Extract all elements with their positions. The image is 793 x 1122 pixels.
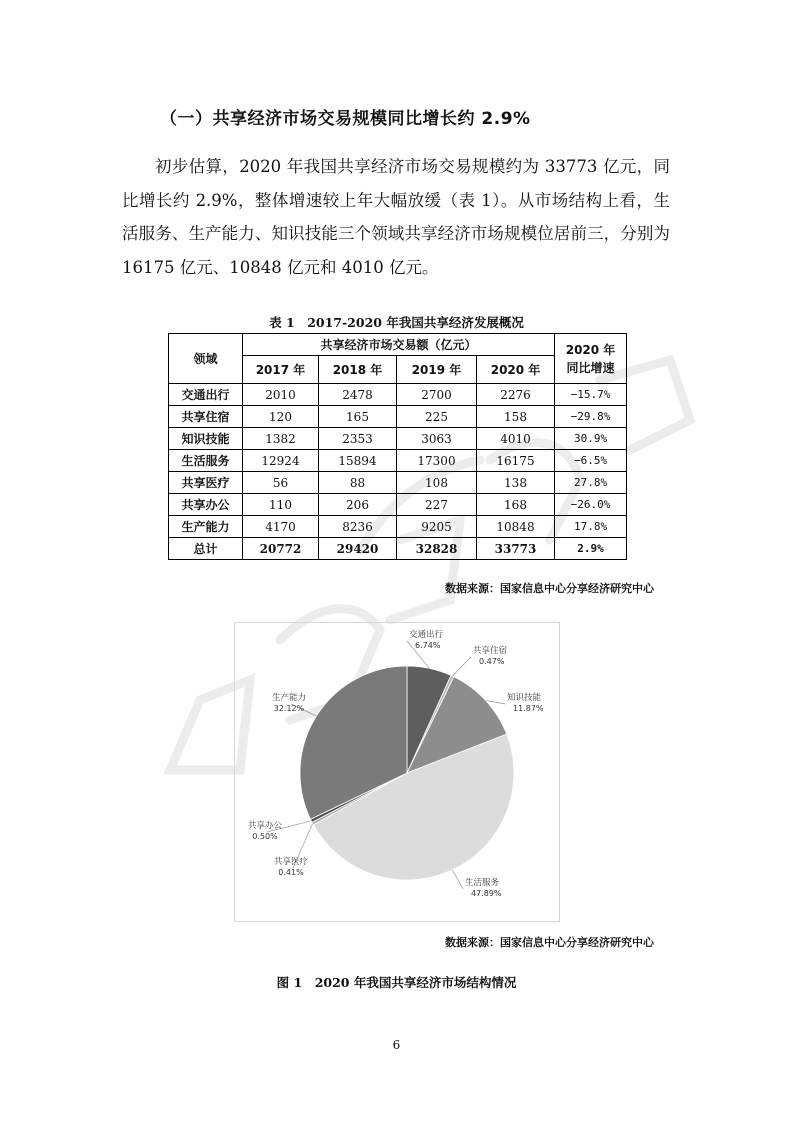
pie-label-name-1: 共享住宿 [473, 646, 508, 656]
cell-2019: 2700 [397, 384, 477, 406]
cell-2020: 33773 [477, 538, 555, 560]
cell-2019: 9205 [397, 516, 477, 538]
cell-2019: 3063 [397, 428, 477, 450]
header-year-2019: 2019 年 [397, 356, 477, 384]
pie-label-value-1: 0.47% [479, 657, 505, 666]
header-domain: 领域 [169, 334, 243, 384]
cell-2019: 17300 [397, 450, 477, 472]
cell-2017: 12924 [243, 450, 319, 472]
cell-growth: −26.0% [555, 494, 627, 516]
cell-2018: 165 [319, 406, 397, 428]
cell-2020: 168 [477, 494, 555, 516]
cell-2020: 4010 [477, 428, 555, 450]
cell-growth: 17.8% [555, 516, 627, 538]
page-number: 6 [392, 1038, 401, 1052]
row-label: 共享办公 [169, 494, 243, 516]
header-growth-line1: 2020 年 [565, 342, 616, 357]
table-row [169, 450, 627, 472]
row-label: 生活服务 [169, 450, 243, 472]
cell-2020: 158 [477, 406, 555, 428]
cell-2017: 56 [243, 472, 319, 494]
cell-2017: 120 [243, 406, 319, 428]
cell-2017: 110 [243, 494, 319, 516]
cell-2020: 10848 [477, 516, 555, 538]
cell-2017: 2010 [243, 384, 319, 406]
cell-2018: 206 [319, 494, 397, 516]
header-group: 共享经济市场交易额（亿元） [243, 334, 555, 356]
pie-label-value-4: 0.41% [278, 868, 304, 877]
pie-label-name-2: 知识技能 [507, 693, 542, 703]
pie-label-name-3: 生活服务 [465, 878, 500, 888]
pie-label-name-5: 共享办公 [247, 821, 283, 831]
pie-label-value-5: 0.50% [252, 832, 278, 841]
cell-2018: 8236 [319, 516, 397, 538]
pie-leader-line-1 [452, 657, 471, 676]
table-row [169, 516, 627, 538]
cell-2018: 15894 [319, 450, 397, 472]
row-label: 交通出行 [169, 384, 243, 406]
figure-caption: 图 1 2020 年我国共享经济市场结构情况 [276, 975, 517, 990]
row-label: 共享住宿 [169, 406, 243, 428]
cell-2018: 29420 [319, 538, 397, 560]
header-year-2018: 2018 年 [319, 356, 397, 384]
header-year-2020: 2020 年 [477, 356, 555, 384]
cell-2018: 2478 [319, 384, 397, 406]
row-label: 生产能力 [169, 516, 243, 538]
table-source-note: 数据来源：国家信息中心分享经济研究中心 [445, 582, 654, 595]
cell-2019: 108 [397, 472, 477, 494]
pie-chart [235, 623, 559, 921]
pie-label-name-6: 生产能力 [271, 693, 307, 703]
header-growth [555, 334, 627, 384]
cell-growth: 27.8% [555, 472, 627, 494]
cell-growth: −29.8% [555, 406, 627, 428]
cell-2018: 2353 [319, 428, 397, 450]
header-growth-line2: 同比增速 [566, 360, 615, 375]
cell-2017: 20772 [243, 538, 319, 560]
table-total-row [169, 538, 627, 560]
cell-2020: 138 [477, 472, 555, 494]
pie-label-value-2: 11.87% [513, 704, 544, 713]
cell-2019: 227 [397, 494, 477, 516]
chart-source-note: 数据来源：国家信息中心分享经济研究中心 [445, 936, 654, 949]
cell-2019: 225 [397, 406, 477, 428]
cell-growth: −6.5% [555, 450, 627, 472]
row-label: 共享医疗 [169, 472, 243, 494]
pie-label-value-0: 6.74% [415, 641, 441, 650]
cell-2017: 4170 [243, 516, 319, 538]
pie-label-name-0: 交通出行 [409, 630, 444, 640]
table-row [169, 384, 627, 406]
pie-chart-frame [234, 622, 560, 922]
cell-2017: 1382 [243, 428, 319, 450]
cell-growth: −15.7% [555, 384, 627, 406]
body-paragraph: 初步估算，2020 年我国共享经济市场交易规模约为 33773 亿元，同比增长约 2.9%，整体增速较上年大幅放缓（表 1）。从市场结构上看，生活服务、生产能力、知识技能三个领域共享经济市场规模位居前三，分别为 16175 亿元、10848 亿元和 4010 亿元。 [122, 157, 670, 277]
table-caption: 表 1 2017-2020 年我国共享经济发展概况 [269, 315, 524, 330]
table-row [169, 406, 627, 428]
cell-growth: 2.9% [555, 538, 627, 560]
data-table [168, 333, 627, 560]
cell-2020: 16175 [477, 450, 555, 472]
cell-2018: 88 [319, 472, 397, 494]
table-row [169, 428, 627, 450]
row-label: 总计 [169, 538, 243, 560]
cell-2019: 32828 [397, 538, 477, 560]
section-heading: （一）共享经济市场交易规模同比增长约 2.9% [160, 109, 531, 129]
row-label: 知识技能 [169, 428, 243, 450]
pie-leader-line-3 [452, 870, 463, 889]
table-row [169, 472, 627, 494]
table-row [169, 494, 627, 516]
cell-growth: 30.9% [555, 428, 627, 450]
header-year-2017: 2017 年 [243, 356, 319, 384]
pie-label-value-6: 32.12% [273, 704, 305, 713]
pie-label-name-4: 共享医疗 [273, 857, 309, 867]
cell-2020: 2276 [477, 384, 555, 406]
pie-label-value-3: 47.89% [471, 889, 502, 898]
